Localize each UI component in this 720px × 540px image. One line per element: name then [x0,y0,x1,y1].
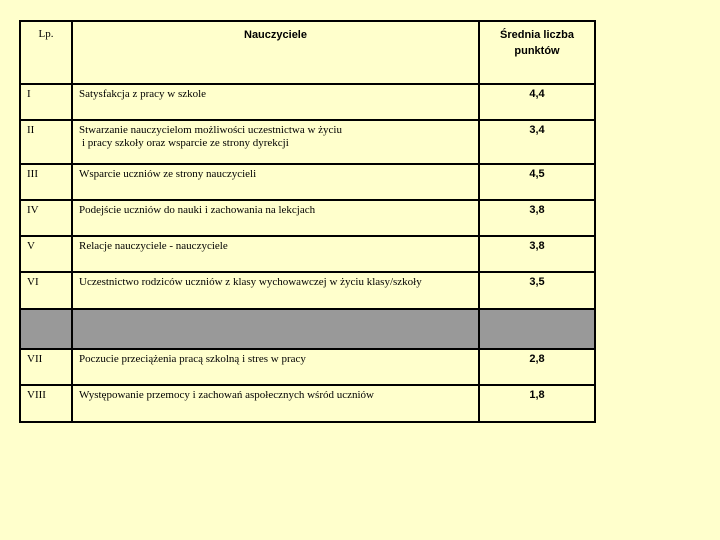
row-number: I [20,84,72,120]
table-row [20,200,595,236]
row-number: III [20,164,72,200]
separator-row [20,309,595,349]
header-row [20,21,595,84]
header-score-line1: Średnia liczba [500,29,574,41]
row-label-line: Stwarzanie nauczycielom możliwości uczestnictwa w życiu [79,124,342,136]
row-label-line: Relacje nauczyciele - nauczyciele [79,240,228,252]
row-label [72,349,479,385]
row-label-line: Podejście uczniów do nauki i zachowania na lekcjach [79,204,316,216]
separator-cell [479,309,595,349]
table-row [20,164,595,200]
row-label-line: Wsparcie uczniów ze strony nauczycieli [79,168,257,180]
row-label [72,120,479,164]
row-score: 3,8 [479,200,595,236]
row-label [72,84,479,120]
row-number: V [20,236,72,272]
header-score-line2: punktów [514,45,560,57]
table-row [20,120,595,164]
row-label-line: i pracy szkoły oraz wsparcie ze strony dyrekcji [82,137,289,149]
row-score: 1,8 [479,385,595,422]
table-row [20,385,595,422]
row-number: II [20,120,72,164]
table-row [20,236,595,272]
row-score: 4,5 [479,164,595,200]
row-number: VIII [20,385,72,422]
row-label-line: Występowanie przemocy i zachowań aspołecznych wśród uczniów [79,389,375,401]
row-score: 3,8 [479,236,595,272]
table-row [20,272,595,309]
row-label-line: Satysfakcja z pracy w szkole [79,88,207,100]
header-lp: Lp. [20,21,72,84]
row-number: VI [20,272,72,309]
table-row [20,349,595,385]
row-number: IV [20,200,72,236]
row-label [72,272,479,309]
header-average-score [479,21,595,84]
row-score: 2,8 [479,349,595,385]
row-number: VII [20,349,72,385]
row-label [72,236,479,272]
survey-table [19,20,596,423]
row-label-line: Poczucie przeciążenia pracą szkolną i stres w pracy [79,353,306,365]
row-label [72,385,479,422]
header-teachers: Nauczyciele [72,21,479,84]
row-label [72,200,479,236]
row-label-line: Uczestnictwo rodziców uczniów z klasy wychowawczej w życiu klasy/szkoły [79,276,422,288]
row-label [72,164,479,200]
separator-cell [20,309,72,349]
separator-cell [72,309,479,349]
row-score: 4,4 [479,84,595,120]
table-row [20,84,595,120]
row-score: 3,5 [479,272,595,309]
row-score: 3,4 [479,120,595,164]
